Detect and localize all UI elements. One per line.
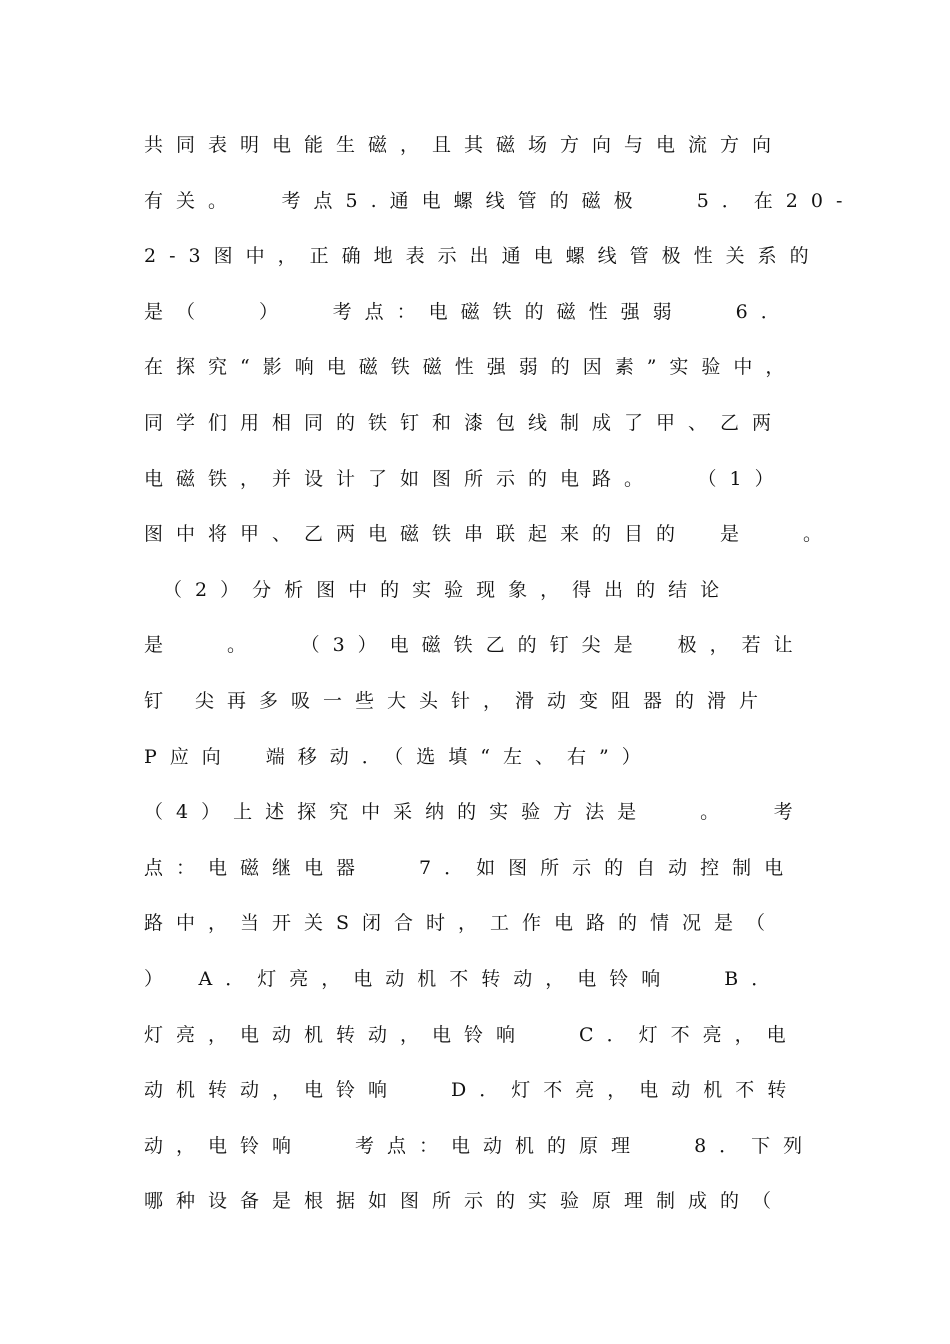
text-line: 有关。 考点5.通电螺线管的磁极 5．在20- [144,189,856,212]
text-line: 电磁铁，并设计了如图所示的电路。 （1） [144,467,787,490]
text-line: 在探究“影响电磁铁磁性强弱的因素”实验中， [144,356,798,379]
text-line: 共同表明电能生磁，且其磁场方向与电流方向 [144,134,785,156]
text-line: 点：电磁继电器 7．如图所示的自动控制电 [144,856,797,879]
text-line: 同学们用相同的铁钉和漆包线制成了甲、乙两 [144,411,785,434]
text-line: P应向 端移动．（选填“左、右”） [144,745,654,768]
text-line: 动机转动，电铃响 D．灯不亮，电动机不转 [144,1079,800,1102]
text-line: 动，电铃响 考点：电动机的原理 8．下列 [144,1134,816,1157]
text-line: 是 。 （3）电磁铁乙的钉尖是 极，若让 [144,634,806,657]
text-line: 路中，当开关S闭合时，工作电路的情况是（ [144,912,779,935]
text-line: 图中将甲、乙两电磁铁串联起来的目的 是 。 [144,523,836,546]
text-line: （2）分析图中的实验现象，得出的结论 [144,578,733,601]
text-line: 是（ ） 考点：电磁铁的磁性强弱 6． [144,300,793,323]
text-line: 钉 尖再多吸一些大头针，滑动变阻器的滑片 [144,689,772,712]
text-line: （4）上述探究中采纳的实验方法是 。 考 [144,801,806,824]
text-line: ） A．灯亮，电动机不转动，电铃响 B． [144,967,784,990]
text-line: 2-3图中，正确地表示出通电螺线管极性关系的 [144,245,822,268]
document-body [144,128,856,1240]
text-line: 哪种设备是根据如图所示的实验原理制成的（ [144,1190,785,1213]
text-line: 灯亮，电动机转动，电铃响 C．灯不亮，电 [144,1023,799,1046]
